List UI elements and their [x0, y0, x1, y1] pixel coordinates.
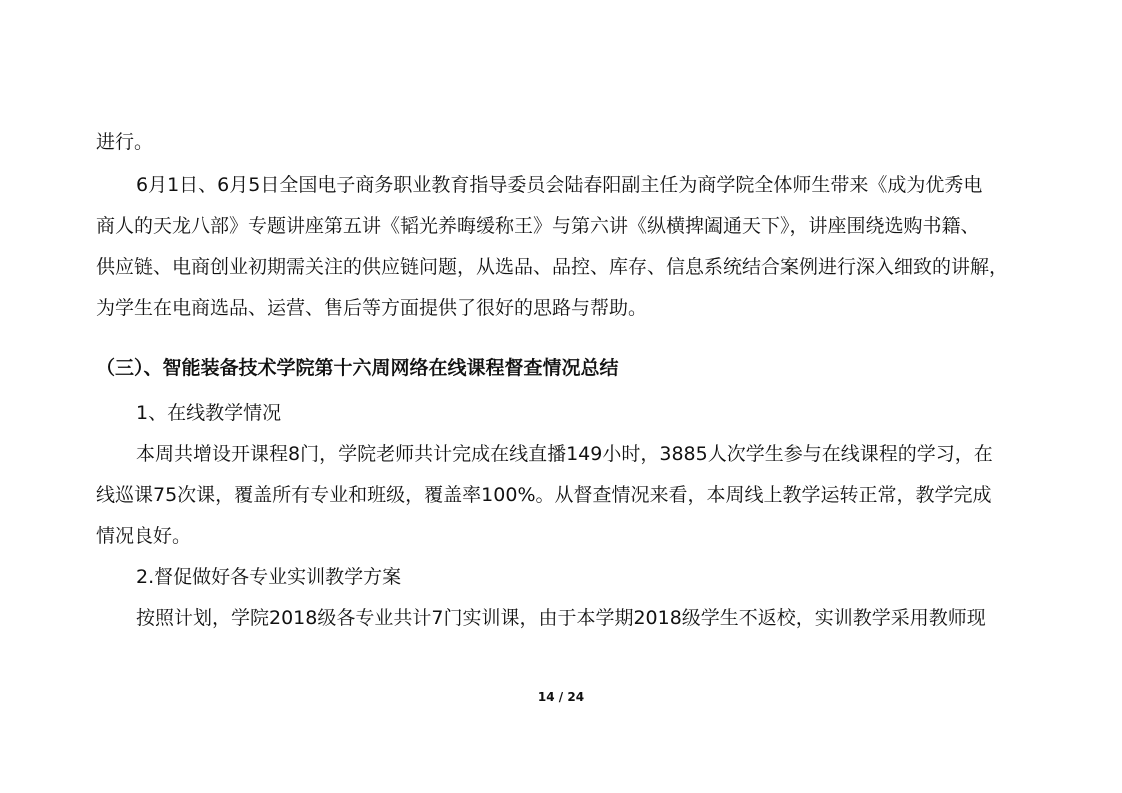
paragraph-line: 线巡课75次课，覆盖所有专业和班级，覆盖率100%。从督查情况来看，本周线上教学运转正常，教学完成	[96, 484, 992, 506]
page-number: 14 / 24	[537, 690, 585, 704]
paragraph-line: 商人的天龙八部》专题讲座第五讲《韬光养晦缓称王》与第六讲《纵横捭阖通天下》，讲座围绕选购书籍、	[96, 215, 980, 237]
paragraph-line: 供应链、电商创业初期需关注的供应链问题，从选品、品控、库存、信息系统结合案例进行深入细致的讲解，	[96, 256, 1009, 278]
section-heading: （三）、智能装备技术学院第十六周网络在线课程督查情况总结	[96, 357, 619, 379]
paragraph-line: 6月1日、6月5日全国电子商务职业教育指导委员会陆春阳副主任为商学院全体师生带来《成为优秀电	[136, 174, 983, 196]
paragraph-line: 为学生在电商选品、运营、售后等方面提供了很好的思路与帮助。	[96, 297, 648, 319]
subsection-heading: 1、在线教学情况	[136, 402, 282, 424]
paragraph-line: 本周共增设开课程8门，学院老师共计完成在线直播149小时，3885人次学生参与在线课程的学习，在	[136, 443, 993, 465]
subsection-heading: 2.督促做好各专业实训教学方案	[136, 566, 402, 588]
paragraph-line: 进行。	[96, 131, 154, 153]
paragraph-line: 情况良好。	[96, 525, 192, 547]
paragraph-line: 按照计划，学院2018级各专业共计7门实训课，由于本学期2018级学生不返校，实训教学采用教师现	[136, 607, 986, 629]
